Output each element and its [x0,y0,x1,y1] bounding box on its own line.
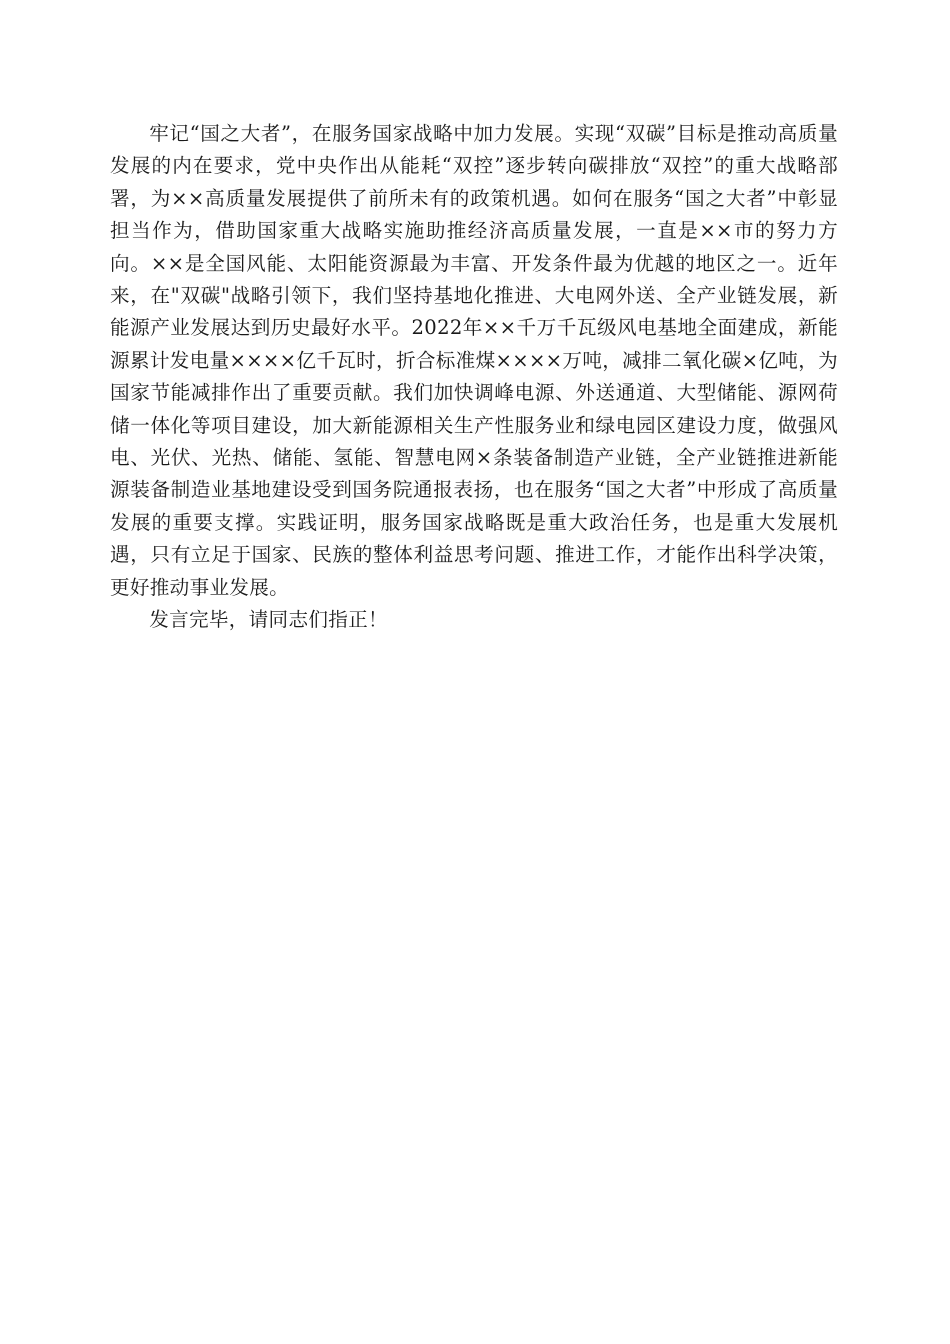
document-body [110,118,838,637]
body-paragraph-main: 牢记“国之大者”，在服务国家战略中加力发展。实现“双碳”目标是推动高质量发展的内在要求，党中央作出从能耗“双控”逐步转向碳排放“双控”的重大战略部署，为××高质量发展提供了前所未有的政策机遇。如何在服务“国之大者”中彰显担当作为，借助国家重大战略实施助推经济高质量发展，一直是××市的努力方向。××是全国风能、太阳能资源最为丰富、开发条件最为优越的地区之一。近年来，在"双碳"战略引领下，我们坚持基地化推进、大电网外送、全产业链发展，新能源产业发展达到历史最好水平。2022年××千万千瓦级风电基地全面建成，新能源累计发电量××××亿千瓦时，折合标准煤××××万吨，减排二氧化碳×亿吨，为国家节能减排作出了重要贡献。我们加快调峰电源、外送通道、大型储能、源网荷储一体化等项目建设，加大新能源相关生产性服务业和绿电园区建设力度，做强风电、光伏、光热、储能、氢能、智慧电网×条装备制造产业链，全产业链推进新能源装备制造业基地建设受到国务院通报表扬，也在服务“国之大者”中形成了高质量发展的重要支撑。实践证明，服务国家战略既是重大政治任务，也是重大发展机遇，只有立足于国家、民族的整体利益思考问题、推进工作，才能作出科学决策，更好推动事业发展。 [110,122,838,599]
body-paragraph-closing: 发言完毕，请同志们指正！ [149,608,388,632]
